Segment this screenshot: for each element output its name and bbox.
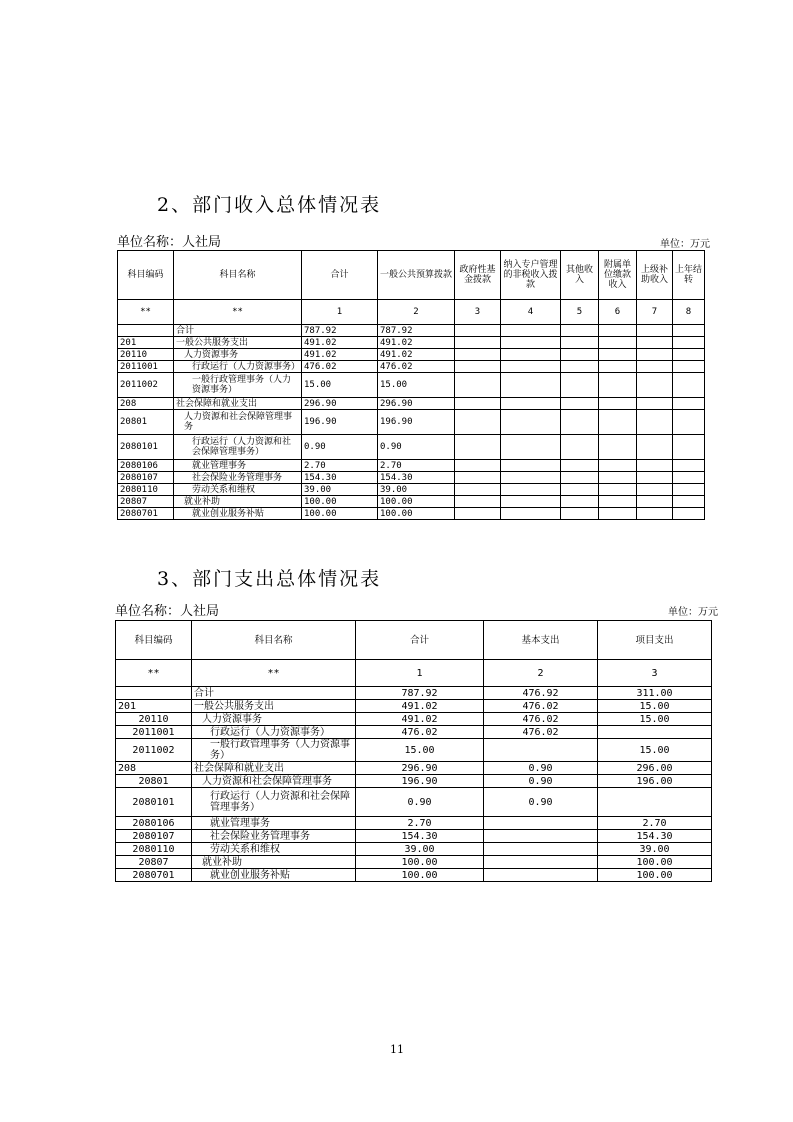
code-cell: 208	[118, 398, 174, 410]
empty-cell	[501, 325, 561, 337]
column-header: 项目支出	[598, 621, 712, 660]
table-row	[118, 337, 705, 349]
column-header: 上级补助收入	[637, 251, 673, 300]
project-expense-cell: 154.30	[598, 830, 712, 843]
total-cell: 0.90	[356, 788, 484, 817]
page-number: 11	[390, 1043, 404, 1056]
code-cell: 2080106	[118, 460, 174, 472]
basic-expense-cell: 0.90	[484, 788, 598, 817]
index-cell: 6	[599, 300, 637, 325]
index-cell: 4	[501, 300, 561, 325]
header-row	[116, 621, 712, 660]
empty-cell	[501, 373, 561, 398]
general-budget-cell: 154.30	[378, 472, 455, 484]
basic-expense-cell: 476.02	[484, 700, 598, 713]
empty-cell	[637, 460, 673, 472]
empty-cell	[637, 472, 673, 484]
empty-cell	[501, 484, 561, 496]
code-cell: 20807	[118, 496, 174, 508]
table-row	[118, 508, 705, 520]
empty-cell	[561, 361, 599, 373]
empty-cell	[561, 398, 599, 410]
empty-cell	[673, 373, 705, 398]
empty-cell	[599, 373, 637, 398]
empty-cell	[455, 410, 501, 435]
expense-unit-name: 单位名称：人社局	[115, 604, 220, 619]
basic-expense-cell: 476.02	[484, 726, 598, 739]
basic-expense-cell	[484, 856, 598, 869]
empty-cell	[637, 349, 673, 361]
empty-cell	[637, 398, 673, 410]
project-expense-cell: 296.00	[598, 762, 712, 775]
empty-cell	[599, 398, 637, 410]
empty-cell	[673, 484, 705, 496]
empty-cell	[599, 410, 637, 435]
empty-cell	[561, 508, 599, 520]
empty-cell	[501, 472, 561, 484]
total-cell: 0.90	[302, 435, 378, 460]
empty-cell	[599, 484, 637, 496]
name-cell: 就业管理事务	[174, 460, 302, 472]
table-row	[116, 830, 712, 843]
basic-expense-cell	[484, 817, 598, 830]
name-cell: 合计	[174, 325, 302, 337]
empty-cell	[501, 361, 561, 373]
empty-cell	[599, 496, 637, 508]
code-cell: 2080701	[118, 508, 174, 520]
code-cell: 20110	[116, 713, 192, 726]
project-expense-cell: 100.00	[598, 869, 712, 882]
general-budget-cell: 100.00	[378, 508, 455, 520]
index-cell: 1	[302, 300, 378, 325]
basic-expense-cell: 476.92	[484, 687, 598, 700]
name-cell: 就业补助	[192, 856, 356, 869]
empty-cell	[637, 496, 673, 508]
table-row	[118, 398, 705, 410]
empty-cell	[599, 472, 637, 484]
index-cell: **	[116, 660, 192, 687]
name-cell: 社会保险业务管理事务	[174, 472, 302, 484]
total-cell: 491.02	[302, 349, 378, 361]
index-cell: **	[174, 300, 302, 325]
empty-cell	[455, 398, 501, 410]
table-row	[118, 472, 705, 484]
total-cell: 2.70	[302, 460, 378, 472]
project-expense-cell: 15.00	[598, 700, 712, 713]
name-cell: 人力资源和社会保障管理事务	[192, 775, 356, 788]
index-cell: 3	[455, 300, 501, 325]
total-cell: 196.90	[356, 775, 484, 788]
table-row	[116, 700, 712, 713]
empty-cell	[599, 349, 637, 361]
empty-cell	[673, 398, 705, 410]
column-header: 科目编码	[116, 621, 192, 660]
code-cell: 20801	[116, 775, 192, 788]
name-cell: 一般行政管理事务（人力资源事务）	[192, 739, 356, 762]
empty-cell	[561, 435, 599, 460]
table-row	[116, 817, 712, 830]
name-cell: 就业创业服务补贴	[174, 508, 302, 520]
column-header: 一般公共预算拨款	[378, 251, 455, 300]
table-row	[116, 775, 712, 788]
table-row	[116, 762, 712, 775]
code-cell: 2080701	[116, 869, 192, 882]
name-cell: 一般行政管理事务（人力资源事务）	[174, 373, 302, 398]
index-cell: 5	[561, 300, 599, 325]
empty-cell	[455, 496, 501, 508]
index-cell: **	[118, 300, 174, 325]
index-cell: 2	[484, 660, 598, 687]
index-row	[116, 660, 712, 687]
table-row	[118, 349, 705, 361]
index-cell: 3	[598, 660, 712, 687]
project-expense-cell	[598, 726, 712, 739]
general-budget-cell: 296.90	[378, 398, 455, 410]
empty-cell	[455, 435, 501, 460]
name-cell: 人力资源和社会保障管理事务	[174, 410, 302, 435]
empty-cell	[455, 337, 501, 349]
project-expense-cell: 196.00	[598, 775, 712, 788]
empty-cell	[637, 410, 673, 435]
index-cell: **	[192, 660, 356, 687]
empty-cell	[673, 337, 705, 349]
project-expense-cell: 100.00	[598, 856, 712, 869]
total-cell: 15.00	[356, 739, 484, 762]
name-cell: 合计	[192, 687, 356, 700]
column-header: 科目编码	[118, 251, 174, 300]
empty-cell	[501, 349, 561, 361]
code-cell: 2011002	[116, 739, 192, 762]
name-cell: 就业创业服务补贴	[192, 869, 356, 882]
empty-cell	[637, 484, 673, 496]
general-budget-cell: 491.02	[378, 337, 455, 349]
general-budget-cell: 2.70	[378, 460, 455, 472]
empty-cell	[561, 349, 599, 361]
table-row	[118, 373, 705, 398]
code-cell: 20110	[118, 349, 174, 361]
total-cell: 491.02	[356, 713, 484, 726]
total-cell: 2.70	[356, 817, 484, 830]
empty-cell	[637, 337, 673, 349]
general-budget-cell: 0.90	[378, 435, 455, 460]
index-cell: 2	[378, 300, 455, 325]
name-cell: 社会保障和就业支出	[192, 762, 356, 775]
code-cell: 2011002	[118, 373, 174, 398]
empty-cell	[455, 361, 501, 373]
income-unit-name: 单位名称：人社局	[117, 235, 222, 250]
code-cell: 201	[116, 700, 192, 713]
total-cell: 491.02	[356, 700, 484, 713]
empty-cell	[599, 508, 637, 520]
empty-cell	[673, 325, 705, 337]
general-budget-cell: 100.00	[378, 496, 455, 508]
code-cell: 2080101	[116, 788, 192, 817]
code-cell	[116, 687, 192, 700]
table-row	[116, 739, 712, 762]
basic-expense-cell	[484, 843, 598, 856]
code-cell: 2080101	[118, 435, 174, 460]
header-row	[118, 251, 705, 300]
empty-cell	[455, 508, 501, 520]
index-row	[118, 300, 705, 325]
empty-cell	[673, 460, 705, 472]
code-cell: 2011001	[118, 361, 174, 373]
total-cell: 787.92	[302, 325, 378, 337]
project-expense-cell: 15.00	[598, 713, 712, 726]
column-header: 附属单位缴款收入	[599, 251, 637, 300]
total-cell: 100.00	[356, 869, 484, 882]
column-header: 政府性基金拨款	[455, 251, 501, 300]
project-expense-cell	[598, 788, 712, 817]
general-budget-cell: 476.02	[378, 361, 455, 373]
empty-cell	[637, 373, 673, 398]
basic-expense-cell: 476.02	[484, 713, 598, 726]
empty-cell	[637, 435, 673, 460]
income-unit: 单位：万元	[660, 239, 710, 250]
column-header: 基本支出	[484, 621, 598, 660]
name-cell: 就业管理事务	[192, 817, 356, 830]
table-row	[116, 713, 712, 726]
general-budget-cell: 15.00	[378, 373, 455, 398]
empty-cell	[673, 496, 705, 508]
total-cell: 476.02	[356, 726, 484, 739]
table-row	[116, 687, 712, 700]
total-cell: 154.30	[356, 830, 484, 843]
code-cell: 2080107	[118, 472, 174, 484]
total-cell: 100.00	[302, 496, 378, 508]
empty-cell	[455, 472, 501, 484]
basic-expense-cell	[484, 830, 598, 843]
table-row	[118, 410, 705, 435]
column-header: 纳入专户管理的非税收入拨款	[501, 251, 561, 300]
table-row	[116, 869, 712, 882]
empty-cell	[673, 472, 705, 484]
total-cell: 39.00	[302, 484, 378, 496]
empty-cell	[561, 373, 599, 398]
general-budget-cell: 39.00	[378, 484, 455, 496]
empty-cell	[673, 508, 705, 520]
table-row	[116, 856, 712, 869]
empty-cell	[561, 496, 599, 508]
empty-cell	[455, 460, 501, 472]
name-cell: 行政运行（人力资源和社会保障管理事务）	[192, 788, 356, 817]
total-cell: 476.02	[302, 361, 378, 373]
column-header: 科目名称	[192, 621, 356, 660]
column-header: 其他收入	[561, 251, 599, 300]
total-cell: 39.00	[356, 843, 484, 856]
empty-cell	[673, 349, 705, 361]
table-row	[118, 361, 705, 373]
empty-cell	[501, 435, 561, 460]
empty-cell	[455, 373, 501, 398]
empty-cell	[501, 410, 561, 435]
total-cell: 787.92	[356, 687, 484, 700]
name-cell: 劳动关系和维权	[174, 484, 302, 496]
expense-table	[115, 620, 712, 882]
index-cell: 1	[356, 660, 484, 687]
expense-table-title: 3、部门支出总体情况表	[157, 568, 382, 590]
name-cell: 劳动关系和维权	[192, 843, 356, 856]
project-expense-cell: 311.00	[598, 687, 712, 700]
table-row	[118, 460, 705, 472]
code-cell: 20801	[118, 410, 174, 435]
total-cell: 491.02	[302, 337, 378, 349]
table-row	[116, 726, 712, 739]
empty-cell	[561, 472, 599, 484]
column-header: 合计	[302, 251, 378, 300]
code-cell: 201	[118, 337, 174, 349]
empty-cell	[455, 349, 501, 361]
empty-cell	[561, 325, 599, 337]
project-expense-cell: 39.00	[598, 843, 712, 856]
code-cell: 2080106	[116, 817, 192, 830]
empty-cell	[599, 435, 637, 460]
empty-cell	[637, 325, 673, 337]
empty-cell	[561, 337, 599, 349]
code-cell	[118, 325, 174, 337]
basic-expense-cell	[484, 869, 598, 882]
total-cell: 15.00	[302, 373, 378, 398]
code-cell: 20807	[116, 856, 192, 869]
total-cell: 296.90	[302, 398, 378, 410]
empty-cell	[599, 460, 637, 472]
table-row	[116, 843, 712, 856]
name-cell: 就业补助	[174, 496, 302, 508]
index-cell: 8	[673, 300, 705, 325]
name-cell: 社会保障和就业支出	[174, 398, 302, 410]
income-table-title: 2、部门收入总体情况表	[157, 194, 382, 216]
empty-cell	[599, 361, 637, 373]
name-cell: 行政运行（人力资源事务）	[174, 361, 302, 373]
name-cell: 一般公共服务支出	[192, 700, 356, 713]
column-header: 科目名称	[174, 251, 302, 300]
empty-cell	[637, 508, 673, 520]
total-cell: 296.90	[356, 762, 484, 775]
code-cell: 2080110	[116, 843, 192, 856]
name-cell: 人力资源事务	[174, 349, 302, 361]
empty-cell	[501, 398, 561, 410]
index-cell: 7	[637, 300, 673, 325]
total-cell: 100.00	[356, 856, 484, 869]
general-budget-cell: 491.02	[378, 349, 455, 361]
empty-cell	[599, 325, 637, 337]
table-row	[118, 484, 705, 496]
empty-cell	[561, 410, 599, 435]
empty-cell	[501, 508, 561, 520]
table-row	[118, 435, 705, 460]
name-cell: 行政运行（人力资源事务）	[192, 726, 356, 739]
empty-cell	[561, 484, 599, 496]
code-cell: 2080110	[118, 484, 174, 496]
total-cell: 100.00	[302, 508, 378, 520]
basic-expense-cell	[484, 739, 598, 762]
column-header: 上年结转	[673, 251, 705, 300]
code-cell: 2080107	[116, 830, 192, 843]
empty-cell	[561, 460, 599, 472]
name-cell: 人力资源事务	[192, 713, 356, 726]
basic-expense-cell: 0.90	[484, 762, 598, 775]
empty-cell	[599, 337, 637, 349]
name-cell: 社会保险业务管理事务	[192, 830, 356, 843]
project-expense-cell: 15.00	[598, 739, 712, 762]
empty-cell	[673, 410, 705, 435]
empty-cell	[673, 361, 705, 373]
general-budget-cell: 787.92	[378, 325, 455, 337]
code-cell: 208	[116, 762, 192, 775]
general-budget-cell: 196.90	[378, 410, 455, 435]
total-cell: 154.30	[302, 472, 378, 484]
table-row	[116, 788, 712, 817]
total-cell: 196.90	[302, 410, 378, 435]
code-cell: 2011001	[116, 726, 192, 739]
basic-expense-cell: 0.90	[484, 775, 598, 788]
table-row	[118, 325, 705, 337]
income-table	[117, 250, 705, 520]
name-cell: 一般公共服务支出	[174, 337, 302, 349]
empty-cell	[455, 325, 501, 337]
empty-cell	[501, 496, 561, 508]
empty-cell	[637, 361, 673, 373]
empty-cell	[455, 484, 501, 496]
column-header: 合计	[356, 621, 484, 660]
name-cell: 行政运行（人力资源和社会保障管理事务）	[174, 435, 302, 460]
expense-unit: 单位：万元	[668, 607, 718, 618]
empty-cell	[501, 337, 561, 349]
empty-cell	[673, 435, 705, 460]
table-row	[118, 496, 705, 508]
empty-cell	[501, 460, 561, 472]
project-expense-cell: 2.70	[598, 817, 712, 830]
